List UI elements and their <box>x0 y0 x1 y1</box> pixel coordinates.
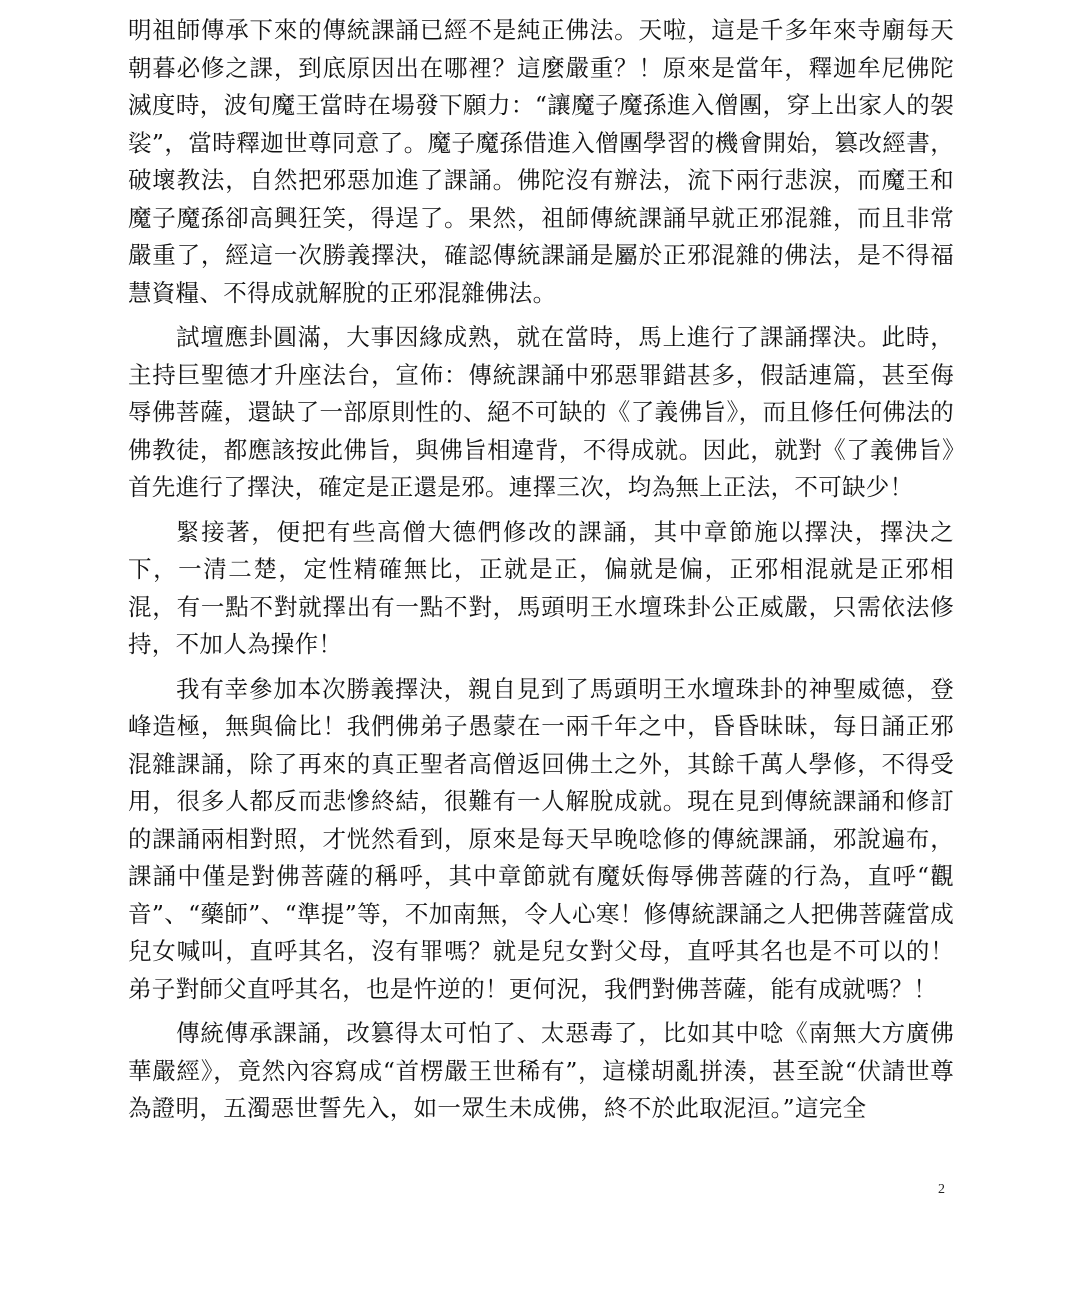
paragraph-3: 緊接著，便把有些高僧大德們修改的課誦，其中章節施以擇決，擇決之下，一清二楚，定性精確無比，正就是正，偏就是偏，正邪相混就是正邪相混，有一點不對就擇出有一點不對，馬頭明王水壇珠卦公正威嚴，只需依法修持，不加人為操作！ <box>128 517 954 658</box>
paragraph-4: 我有幸參加本次勝義擇決，親自見到了馬頭明王水壇珠卦的神聖威德，登峰造極，無與倫比！我們佛弟子愚蒙在一兩千年之中，昏昏昧昧，每日誦正邪混雜課誦，除了再來的真正聖者高僧返回佛土之外，其餘千萬人學修，不得受用，很多人都反而悲慘終結，很難有一人解脫成就。現在見到傳統課誦和修訂的課誦兩相對照，才恍然看到，原來是每天早晚唸修的傳統課誦，邪說遍布，課誦中僅是對佛菩薩的稱呼，其中章節就有魔妖侮辱佛菩薩的行為，直呼“觀音”、“藥師”、“準提”等，不加南無，令人心寒！修傳統課誦之人把佛菩薩當成兒女喊叫，直呼其名，沒有罪嗎？就是兒女對父母，直呼其名也是不可以的！弟子對師父直呼其名，也是忤逆的！更何況，我們對佛菩薩，能有成就嗎？！ <box>128 674 954 1003</box>
page-number: 2 <box>938 1182 945 1197</box>
paragraph-1: 明祖師傳承下來的傳統課誦已經不是純正佛法。天啦，這是千多年來寺廟每天朝暮必修之課，到底原因出在哪裡？這麼嚴重？！原來是當年，釋迦牟尼佛陀滅度時，波旬魔王當時在場發下願力：“讓魔子魔孫進入僧團，穿上出家人的袈裟”，當時釋迦世尊同意了。魔子魔孫借進入僧團學習的機會開始，篡改經書，破壞教法，自然把邪惡加進了課誦。佛陀沒有辦法，流下兩行悲淚，而魔王和魔子魔孫卻高興狂笑，得逞了。果然，祖師傳統課誦早就正邪混雜，而且非常嚴重了，經這一次勝義擇決，確認傳統課誦是屬於正邪混雜的佛法，是不得福慧資糧、不得成就解脫的正邪混雜佛法。 <box>128 16 954 307</box>
paragraph-5: 傳統傳承課誦，改篡得太可怕了、太惡毒了，比如其中唸《南無大方廣佛華嚴經》，竟然內容寫成“首楞嚴王世稀有”，這樣胡亂拼湊，甚至說“伏請世尊為證明，五濁惡世誓先入，如一眾生未成佛，終不於此取泥洹。”這完全 <box>128 1019 954 1122</box>
paragraph-2: 試壇應卦圓滿，大事因緣成熟，就在當時，馬上進行了課誦擇決。此時，主持巨聖德才升座法台，宣佈：傳統課誦中邪惡罪錯甚多，假話連篇，甚至侮辱佛菩薩，還缺了一部原則性的、絕不可缺的《了義佛旨》，而且修任何佛法的佛教徒，都應該按此佛旨，與佛旨相違背，不得成就。因此，就對《了義佛旨》首先進行了擇決，確定是正還是邪。連擇三次，均為無上正法，不可缺少！ <box>128 323 954 501</box>
document-page <box>128 12 954 1135</box>
